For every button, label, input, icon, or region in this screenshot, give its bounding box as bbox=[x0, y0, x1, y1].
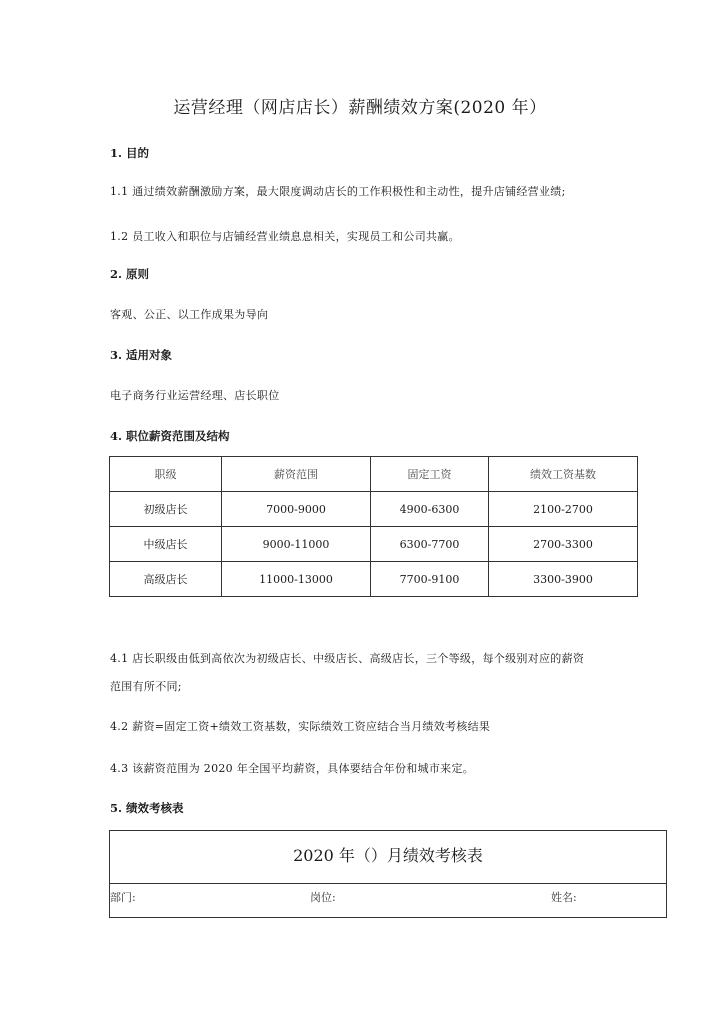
table-cell: 11000-13000 bbox=[222, 562, 371, 597]
table-cell: 中级店长 bbox=[110, 527, 222, 562]
table-cell: 2700-3300 bbox=[489, 527, 638, 562]
table-cell: 9000-11000 bbox=[222, 527, 371, 562]
salary-structure-table bbox=[109, 456, 638, 597]
position-field-label: 岗位: bbox=[310, 891, 336, 904]
document-title: 运营经理（网店店长）薪酬绩效方案(2020 年） bbox=[173, 98, 547, 118]
note-4-1-line-1: 4.1 店长职级由低到高依次为初级店长、中级店长、高级店长，三个等级，每个级别对应的薪资 bbox=[110, 652, 585, 665]
table-row bbox=[110, 562, 638, 597]
note-4-3: 4.3 该薪资范围为 2020 年全国平均薪资，具体要结合年份和城市来定。 bbox=[110, 762, 475, 775]
section-1-heading: 1. 目的 bbox=[110, 146, 150, 160]
evaluation-form-title: 2020 年（）月绩效考核表 bbox=[293, 846, 483, 865]
table-row bbox=[110, 527, 638, 562]
table-cell: 3300-3900 bbox=[489, 562, 638, 597]
table-header-cell: 职级 bbox=[110, 457, 222, 492]
section-2-heading: 2. 原则 bbox=[110, 267, 150, 281]
section-4-heading: 4. 职位薪资范围及结构 bbox=[110, 429, 230, 443]
table-header-cell: 绩效工资基数 bbox=[489, 457, 638, 492]
table-row bbox=[110, 492, 638, 527]
table-cell: 初级店长 bbox=[110, 492, 222, 527]
note-4-2: 4.2 薪资=固定工资+绩效工资基数，实际绩效工资应结合当月绩效考核结果 bbox=[110, 720, 491, 733]
section-5-heading: 5. 绩效考核表 bbox=[110, 801, 184, 815]
note-4-1-line-2: 范围有所不同; bbox=[110, 680, 182, 693]
divider bbox=[110, 883, 666, 884]
table-header-row bbox=[110, 457, 638, 492]
section-3-paragraph: 电子商务行业运营经理、店长职位 bbox=[110, 389, 280, 402]
section-1-paragraph-2: 1.2 员工收入和职位与店铺经营业绩息息相关，实现员工和公司共赢。 bbox=[110, 230, 460, 243]
table-cell: 高级店长 bbox=[110, 562, 222, 597]
table-header-cell: 固定工资 bbox=[371, 457, 489, 492]
name-field-label: 姓名: bbox=[551, 891, 577, 904]
section-1-paragraph-1: 1.1 通过绩效薪酬激励方案，最大限度调动店长的工作积极性和主动性，提升店铺经营业绩; bbox=[110, 185, 566, 198]
evaluation-form bbox=[109, 830, 667, 918]
table-cell: 7000-9000 bbox=[222, 492, 371, 527]
department-field-label: 部门: bbox=[110, 891, 136, 904]
section-2-paragraph: 客观、公正、以工作成果为导向 bbox=[110, 308, 269, 321]
table-header-cell: 薪资范围 bbox=[222, 457, 371, 492]
table-cell: 4900-6300 bbox=[371, 492, 489, 527]
table-cell: 7700-9100 bbox=[371, 562, 489, 597]
table-cell: 2100-2700 bbox=[489, 492, 638, 527]
table-cell: 6300-7700 bbox=[371, 527, 489, 562]
section-3-heading: 3. 适用对象 bbox=[110, 348, 173, 362]
